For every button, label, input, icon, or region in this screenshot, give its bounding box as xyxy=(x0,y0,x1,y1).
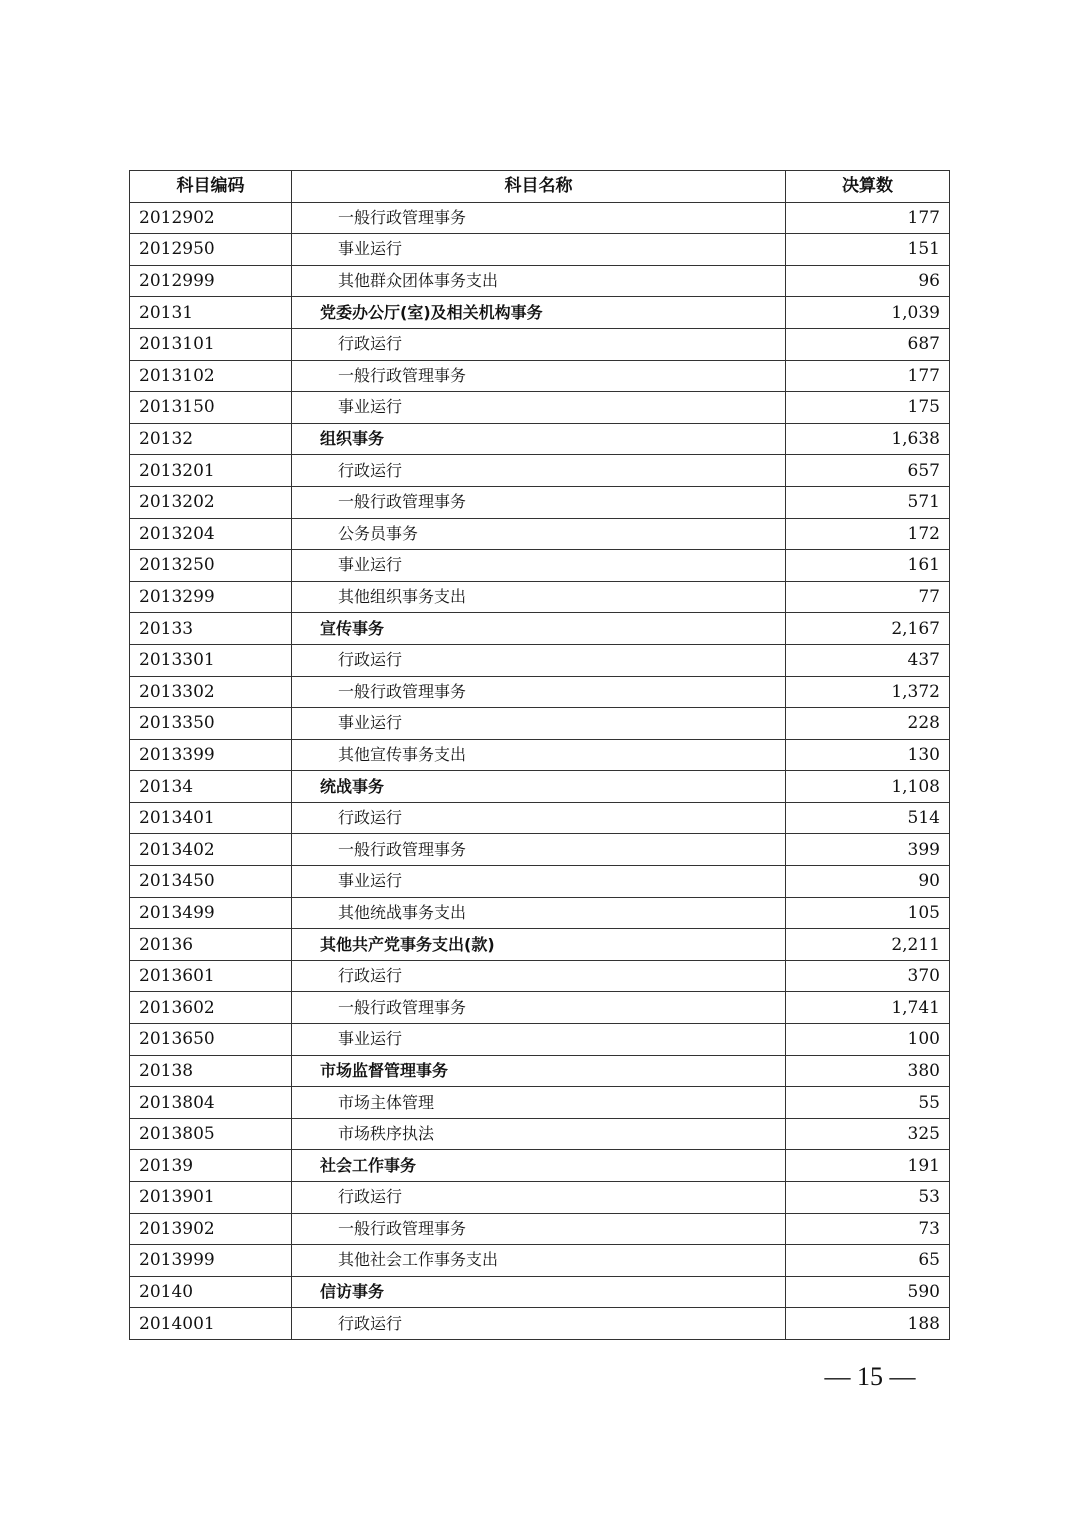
row-amount: 177 xyxy=(786,202,950,234)
header-name: 科目名称 xyxy=(292,171,786,203)
row-amount: 1,638 xyxy=(786,423,950,455)
row-name: 其他组织事务支出 xyxy=(292,581,786,613)
row-amount: 1,741 xyxy=(786,992,950,1024)
table-row-category xyxy=(130,929,950,961)
table-row xyxy=(130,739,950,771)
table-row xyxy=(130,486,950,518)
table-row xyxy=(130,1308,950,1340)
row-code: 2013999 xyxy=(130,1245,292,1277)
row-amount: 370 xyxy=(786,960,950,992)
table-row xyxy=(130,992,950,1024)
table-body xyxy=(130,202,950,1339)
table-row xyxy=(130,234,950,266)
table-row xyxy=(130,676,950,708)
row-code: 2013299 xyxy=(130,581,292,613)
table-row xyxy=(130,202,950,234)
row-code: 2013301 xyxy=(130,644,292,676)
row-code: 2013101 xyxy=(130,328,292,360)
row-amount: 2,211 xyxy=(786,929,950,961)
row-amount: 177 xyxy=(786,360,950,392)
row-code: 2013401 xyxy=(130,802,292,834)
header-code: 科目编码 xyxy=(130,171,292,203)
row-code: 2013804 xyxy=(130,1087,292,1119)
row-name: 其他群众团体事务支出 xyxy=(292,265,786,297)
row-amount: 325 xyxy=(786,1118,950,1150)
row-amount: 130 xyxy=(786,739,950,771)
row-name: 行政运行 xyxy=(292,328,786,360)
row-code: 20134 xyxy=(130,771,292,803)
table-row xyxy=(130,708,950,740)
row-name: 事业运行 xyxy=(292,866,786,898)
row-code: 2013399 xyxy=(130,739,292,771)
row-code: 2013204 xyxy=(130,518,292,550)
row-code: 2013202 xyxy=(130,486,292,518)
row-name: 宣传事务 xyxy=(292,613,786,645)
row-amount: 90 xyxy=(786,866,950,898)
row-amount: 2,167 xyxy=(786,613,950,645)
table-row xyxy=(130,1182,950,1214)
row-name: 一般行政管理事务 xyxy=(292,486,786,518)
row-code: 20131 xyxy=(130,297,292,329)
row-code: 2013350 xyxy=(130,708,292,740)
table-row xyxy=(130,1024,950,1056)
row-amount: 590 xyxy=(786,1276,950,1308)
row-amount: 571 xyxy=(786,486,950,518)
row-code: 2013250 xyxy=(130,550,292,582)
table-row xyxy=(130,360,950,392)
row-name: 市场监督管理事务 xyxy=(292,1055,786,1087)
table-row xyxy=(130,1213,950,1245)
row-name: 事业运行 xyxy=(292,392,786,424)
row-amount: 100 xyxy=(786,1024,950,1056)
row-name: 行政运行 xyxy=(292,644,786,676)
row-amount: 65 xyxy=(786,1245,950,1277)
row-amount: 437 xyxy=(786,644,950,676)
row-code: 2013302 xyxy=(130,676,292,708)
budget-table xyxy=(129,170,950,1340)
table-row-category xyxy=(130,297,950,329)
row-code: 2013499 xyxy=(130,897,292,929)
row-name: 市场主体管理 xyxy=(292,1087,786,1119)
row-amount: 151 xyxy=(786,234,950,266)
table-row xyxy=(130,897,950,929)
table-row-category xyxy=(130,1276,950,1308)
row-name: 信访事务 xyxy=(292,1276,786,1308)
row-amount: 1,372 xyxy=(786,676,950,708)
row-amount: 105 xyxy=(786,897,950,929)
row-amount: 161 xyxy=(786,550,950,582)
row-name: 行政运行 xyxy=(292,960,786,992)
row-amount: 657 xyxy=(786,455,950,487)
table-row xyxy=(130,834,950,866)
row-name: 公务员事务 xyxy=(292,518,786,550)
row-name: 其他宣传事务支出 xyxy=(292,739,786,771)
table-row xyxy=(130,644,950,676)
row-name: 行政运行 xyxy=(292,1308,786,1340)
row-code: 2013450 xyxy=(130,866,292,898)
row-code: 2013150 xyxy=(130,392,292,424)
row-amount: 77 xyxy=(786,581,950,613)
row-code: 2013402 xyxy=(130,834,292,866)
table-row xyxy=(130,1087,950,1119)
table-row xyxy=(130,265,950,297)
table-row-category xyxy=(130,613,950,645)
row-amount: 96 xyxy=(786,265,950,297)
row-code: 2012902 xyxy=(130,202,292,234)
row-name: 一般行政管理事务 xyxy=(292,360,786,392)
table-row xyxy=(130,581,950,613)
row-code: 20133 xyxy=(130,613,292,645)
row-code: 2012950 xyxy=(130,234,292,266)
row-code: 2012999 xyxy=(130,265,292,297)
row-name: 其他共产党事务支出(款) xyxy=(292,929,786,961)
row-code: 2013805 xyxy=(130,1118,292,1150)
row-amount: 73 xyxy=(786,1213,950,1245)
table-row-category xyxy=(130,1055,950,1087)
row-amount: 175 xyxy=(786,392,950,424)
row-name: 一般行政管理事务 xyxy=(292,1213,786,1245)
row-amount: 399 xyxy=(786,834,950,866)
row-name: 市场秩序执法 xyxy=(292,1118,786,1150)
table-row xyxy=(130,392,950,424)
row-amount: 53 xyxy=(786,1182,950,1214)
row-amount: 55 xyxy=(786,1087,950,1119)
table-row xyxy=(130,455,950,487)
row-code: 20132 xyxy=(130,423,292,455)
table-row xyxy=(130,960,950,992)
table-row xyxy=(130,802,950,834)
row-code: 2013901 xyxy=(130,1182,292,1214)
row-name: 行政运行 xyxy=(292,455,786,487)
row-name: 组织事务 xyxy=(292,423,786,455)
row-name: 其他统战事务支出 xyxy=(292,897,786,929)
row-name: 一般行政管理事务 xyxy=(292,834,786,866)
row-code: 20138 xyxy=(130,1055,292,1087)
row-code: 20139 xyxy=(130,1150,292,1182)
row-amount: 1,039 xyxy=(786,297,950,329)
row-name: 一般行政管理事务 xyxy=(292,676,786,708)
table-row-category xyxy=(130,1150,950,1182)
row-amount: 1,108 xyxy=(786,771,950,803)
row-name: 行政运行 xyxy=(292,1182,786,1214)
row-code: 2013602 xyxy=(130,992,292,1024)
row-amount: 191 xyxy=(786,1150,950,1182)
row-code: 2013102 xyxy=(130,360,292,392)
table-row xyxy=(130,1118,950,1150)
row-amount: 514 xyxy=(786,802,950,834)
row-amount: 188 xyxy=(786,1308,950,1340)
row-name: 社会工作事务 xyxy=(292,1150,786,1182)
row-name: 行政运行 xyxy=(292,802,786,834)
row-name: 党委办公厅(室)及相关机构事务 xyxy=(292,297,786,329)
row-name: 事业运行 xyxy=(292,1024,786,1056)
row-name: 事业运行 xyxy=(292,550,786,582)
row-name: 其他社会工作事务支出 xyxy=(292,1245,786,1277)
row-name: 一般行政管理事务 xyxy=(292,992,786,1024)
row-name: 事业运行 xyxy=(292,708,786,740)
row-code: 2014001 xyxy=(130,1308,292,1340)
row-name: 事业运行 xyxy=(292,234,786,266)
table-row xyxy=(130,866,950,898)
row-amount: 228 xyxy=(786,708,950,740)
row-code: 2013201 xyxy=(130,455,292,487)
table-row xyxy=(130,1245,950,1277)
row-code: 2013601 xyxy=(130,960,292,992)
row-amount: 687 xyxy=(786,328,950,360)
table-row xyxy=(130,328,950,360)
row-amount: 380 xyxy=(786,1055,950,1087)
table-row xyxy=(130,550,950,582)
table-row xyxy=(130,518,950,550)
row-code: 2013902 xyxy=(130,1213,292,1245)
row-amount: 172 xyxy=(786,518,950,550)
header-amount: 决算数 xyxy=(786,171,950,203)
table-header-row xyxy=(130,171,950,203)
table-row-category xyxy=(130,771,950,803)
row-name: 统战事务 xyxy=(292,771,786,803)
row-code: 2013650 xyxy=(130,1024,292,1056)
row-name: 一般行政管理事务 xyxy=(292,202,786,234)
table-row-category xyxy=(130,423,950,455)
row-code: 20136 xyxy=(130,929,292,961)
page-number: — 15 — xyxy=(824,1362,916,1391)
row-code: 20140 xyxy=(130,1276,292,1308)
